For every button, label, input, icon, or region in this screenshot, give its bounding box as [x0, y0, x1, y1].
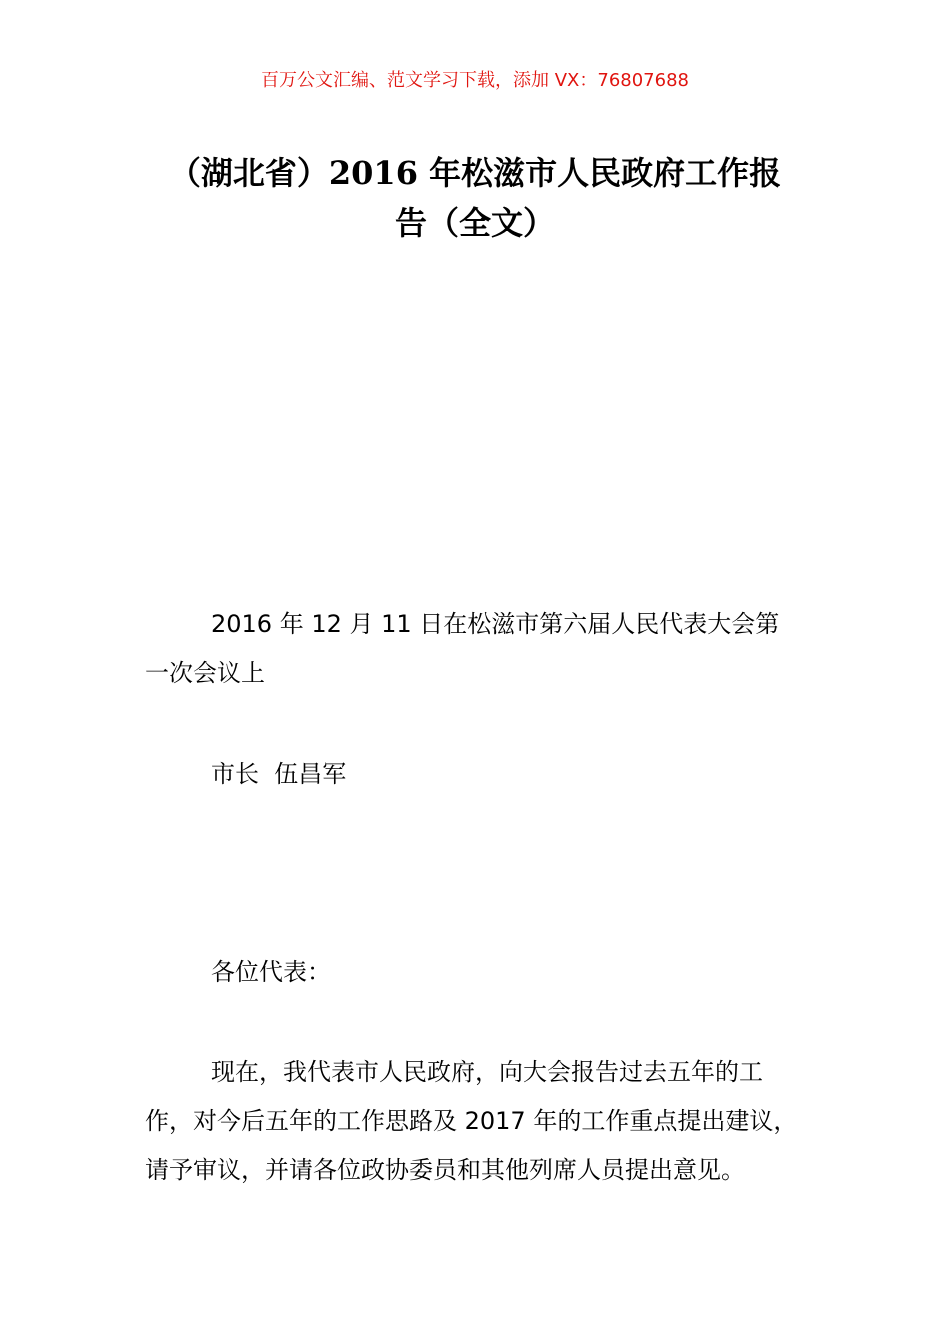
body-line-3: 请予审议，并请各位政协委员和其他列席人员提出意见。 — [145, 1156, 745, 1184]
body-line-2: 作，对今后五年的工作思路及 2017 年的工作重点提出建议， — [145, 1107, 798, 1135]
title-line-2: 告（全文） — [394, 204, 555, 242]
meeting-info-line-1: 2016 年 12 月 11 日在松滋市第六届人民代表大会第 — [211, 610, 780, 638]
greeting-line — [145, 948, 825, 997]
document-title — [145, 148, 805, 248]
body-line-1: 现在，我代表市人民政府，向大会报告过去五年的工 — [211, 1058, 763, 1086]
meeting-info-line-2: 一次会议上 — [145, 659, 265, 687]
greeting-text: 各位代表： — [211, 958, 331, 986]
speaker-name: 市长 伍昌军 — [211, 760, 347, 788]
meeting-info — [145, 600, 825, 698]
speaker-line — [145, 750, 825, 799]
body-paragraph — [145, 1048, 825, 1195]
title-line-1: （湖北省）2016 年松滋市人民政府工作报 — [168, 154, 782, 192]
header-promo-note: 百万公文汇编、范文学习下载，添加 VX：76807688 — [261, 70, 689, 91]
